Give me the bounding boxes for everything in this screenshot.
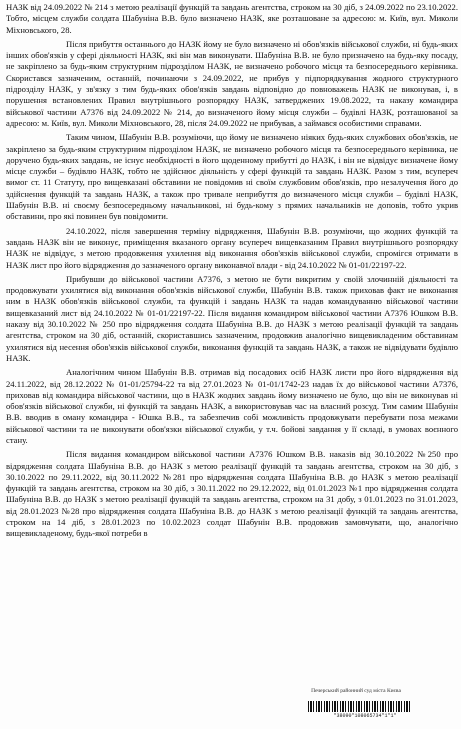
- paragraph-6: Аналогічним чином Шабунін В.В. отримав від посадових осіб НАЗК листи про його відрядження від 24.11.2022, від 28.12.2022 № 01-01/25794-22 та від 27.01.2023 № 01-01/1742-23 надав їх до військової частини А7376, приховав від командира військової частини, що в НАЗК жодних завдань йому визначено не було, що він не виконував ні обов'язків військової служби, ні функцій та завдань НАЗК, а використовував час на власний розсуд. Тим самим Шабунін В.В. вводив в оману командира - Юшка В.В., та забезпечив собі можливість продовжувати перебувати поза межами військової частини та не виконувати обов'язки військової служби, у т.ч. бойові завдання у її складі, в умовах воєнного стану.: [6, 367, 458, 445]
- paragraph-7: Після видання командиром військової частини А7376 Юшком В.В. наказів від 30.10.2022 №250 про відрядження солдата Шабуніна В.В. до НАЗК з метою реалізації функцій та завдань агентства, строком на 30 діб, з 30.10.2022 по 29.11.2022, від 30.11.2022 №281 про відрядження солдата Шабуніна В.В. до НАЗК з метою реалізації функцій та завдань агентства, строком на 30 діб, з 30.11.2022 по 29.12.2022, від 01.01.2023 №1 про відрядження солдата Шабуніна В.В. до НАЗК з метою реалізації функцій та завдань агентства, строком на 31 добу, з 01.01.2023 по 31.01.2023, від 28.01.2023 №28 про відрядження солдата Шабуніна В.В. до НАЗК з метою реалізації функцій та завдань агентства, строком на 14 діб, з 28.01.2023 по 10.02.2023 солдат Шабунін В.В. продовжив замовчувати, що, аналогічно вищевикладеному, будь-якої потреби в: [6, 449, 458, 539]
- paragraph-1: НАЗК від 24.09.2022 № 214 з метою реалізації функцій та завдань агентства, строком на 30 діб, з 24.09.2022 по 23.10.2022. Тобто, місцем служби солдата Шабуніна В.В. було визначено НАЗК, яке розташоване за адресою: м. Київ, вул. Миколи Міхновського, 28.: [6, 2, 458, 35]
- barcode: [308, 701, 412, 712]
- paragraph-4: 24.10.2022, після завершення терміну відрядження, Шабунін В.В. розуміючи, що жодних функцій та завдань НАЗК він не виконує, приміщення вказаного органу всупереч вищевказаним Правил внутрішнього розпорядку НАЗК не відвідує, з метою продовження ухилення від виконання обов'язків військової служби, спромігся отримати в НАЗК лист про його відрядження до зазначеного органу виконавчої влади - від 24.10.2022 № 01-01/22197-22.: [6, 225, 458, 270]
- paragraph-5: Прибувши до військової частини А7376, з метою не бути викритим у своїй злочинній діяльності та продовжувати ухилятися від виконання обов'язків військової служби, Шабунін В.В. також приховав факт не виконання ним в НАЗК обов'язків військової служби, та функцій і завдань НАЗК та надав командуванню військової частини вищевказаний лист від 24.10.2022 № 01-01/22197-22. Після видання командиром військової частини А7376 Юшком В.В. наказу від 30.10.2022 № 250 про відрядження солдата Шабуніна В.В. до НАЗК з метою реалізації функцій та завдань агентства, строком на 30 діб, останній, скориставшись зазначеним, продовжив аналогічно вищевикладеним обставинам ухилятися від несення обов'язків військової служби, виконання функцій та завдань НАЗК, а також не відвідувати будівлю НАЗК.: [6, 273, 458, 363]
- barcode-number: *38090*108065734*1*1*: [333, 713, 397, 719]
- document-body: [6, 2, 458, 540]
- paragraph-3: Таким чином, Шабунін В.В. розуміючи, що йому не визначено ніяких будь-яких службових обов'язків, не закріплено за будь-яким структурним підрозділом НАЗК, не визначено робочого місця та безпосереднього керівника, не доручено будь-яких завдань, не існує необхідності в його щоденному прибутті до НАЗК, і він не відвідує визначене йому місце служби – будівлю НАЗК, тобто не здійснює діяльність у сфері функцій та завдань НАЗК. Разом з тим, всупереч вимог ст. 11 Статуту, про вищевказані обставини не повідомив ні своїм службовим обов'язків, про незалучення його до здійснення функцій та завдань НАЗК, а також про тривале неприбуття до визначеного місця служби – будівлі НАЗК, Шабунін В.В. ні своєму безпосередньому начальникові, ні будь-кому з прямих начальників не доповів, тобто укрив обставини, про які повинен був повідомити.: [6, 132, 458, 222]
- paragraph-2: Після прибуття останнього до НАЗК йому не було визначено ні обов'язків військової служби, ні будь-яких інших обов'язків у сфері діяльності НАЗК, які він мав виконувати. Шабуніна В.В. не було призначено на будь-яку посаду, не закріплено за будь-яким структурним підрозділом НАЗК, не визначено робочого місця та безпосереднього керівника. Скористався зазначеним, останній, починаючи з 24.09.2022, не прибув у підпорядкування жодного структурного підрозділу НАЗК, у зв'язку з тим будь-яких обов'язків завдань відповідно до повноважень НАЗК не виконував, і, в порушення встановлених Правил внутрішнього розпорядку НАЗК, затверджених 19.08.2022, та наказу командира військової частини А7376 від 24.09.2022 № 214, до визначеного йому місця служби – будівлі НАЗК, розташованої за адресою: м. Київ, вул. Миколи Міхновського, 28, після 24.09.2022 не прибував, а займався особистими справами.: [6, 38, 458, 128]
- court-stamp-text: Печерський районний суд міста Києва: [311, 688, 401, 694]
